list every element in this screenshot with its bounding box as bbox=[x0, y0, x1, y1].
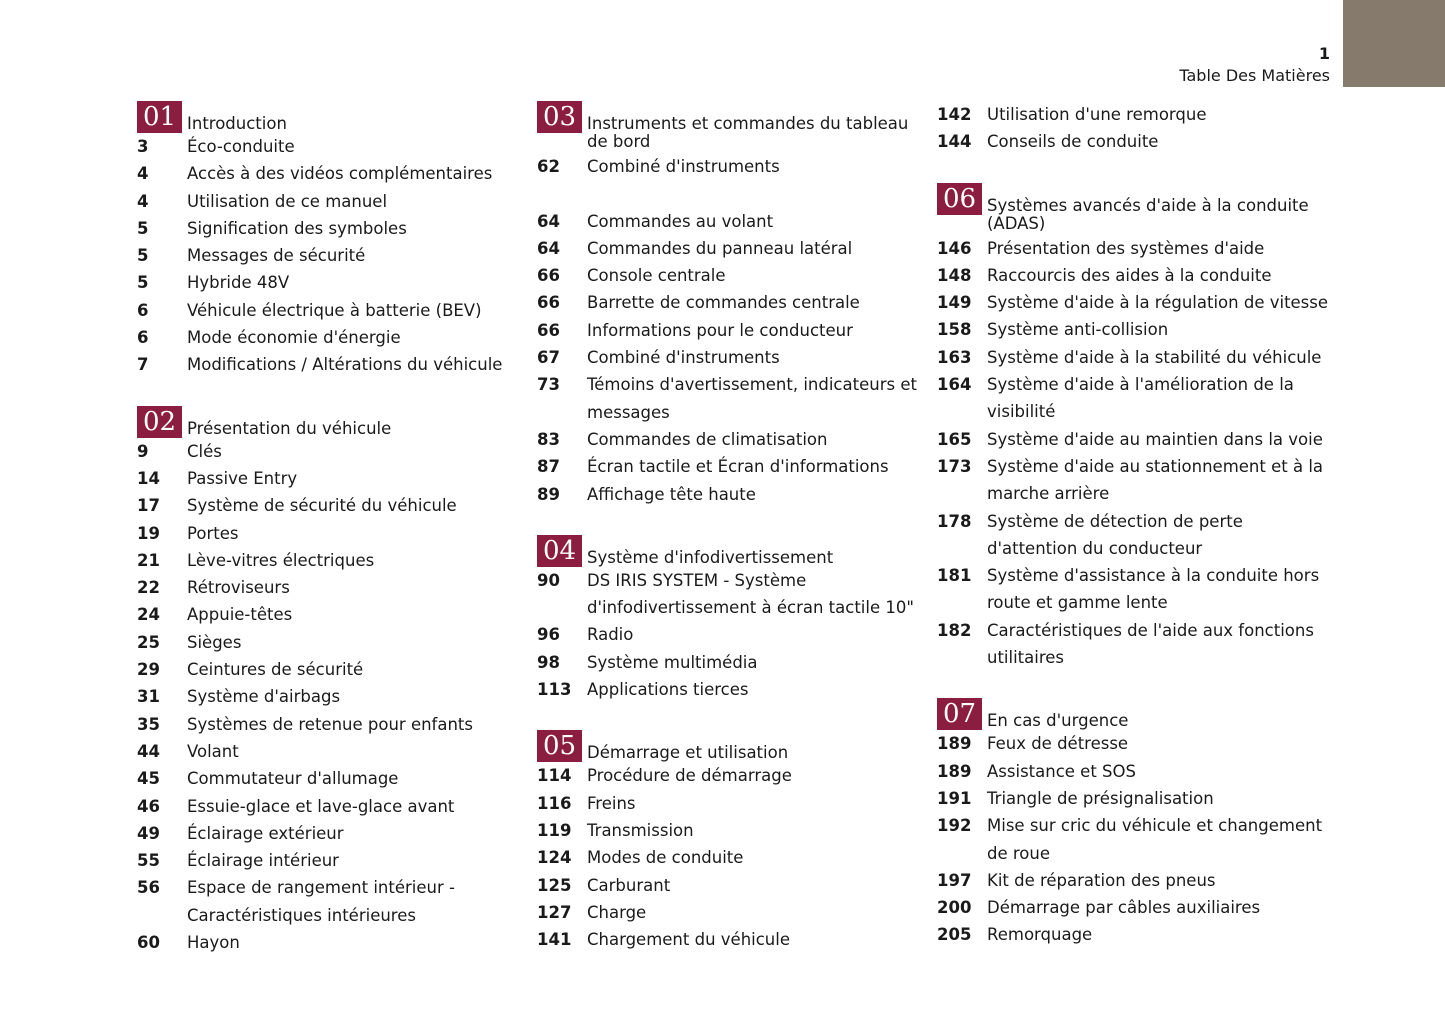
toc-page-number: 17 bbox=[137, 496, 160, 516]
toc-entry-label: Signification des symboles bbox=[187, 218, 407, 238]
toc-entry-label: Système anti-collision bbox=[987, 320, 1169, 340]
toc-entry[interactable] bbox=[937, 262, 1337, 289]
toc-page-number: 60 bbox=[137, 933, 160, 953]
toc-column-1 bbox=[137, 101, 527, 983]
toc-page-number: 31 bbox=[137, 687, 160, 707]
toc-page-number: 197 bbox=[937, 870, 972, 890]
toc-page-number: 62 bbox=[537, 157, 560, 176]
toc-entry-label: Freins bbox=[587, 793, 636, 813]
toc-entry-label: Procédure de démarrage bbox=[587, 766, 792, 786]
section-number-badge: 07 bbox=[937, 698, 982, 730]
toc-entry[interactable] bbox=[137, 629, 527, 656]
toc-entry[interactable] bbox=[937, 128, 1337, 155]
toc-entry-label: Espace de rangement intérieur - Caractéristiques intérieures bbox=[187, 878, 455, 925]
toc-entry[interactable] bbox=[937, 785, 1337, 812]
toc-entry[interactable] bbox=[137, 215, 527, 242]
toc-page-number: 114 bbox=[537, 766, 572, 786]
toc-entry-label: Radio bbox=[587, 625, 634, 645]
toc-page-number: 22 bbox=[137, 578, 160, 598]
toc-entry[interactable] bbox=[937, 101, 1337, 128]
toc-entry[interactable] bbox=[937, 758, 1337, 785]
toc-entry[interactable] bbox=[537, 872, 932, 899]
toc-section-01 bbox=[137, 101, 527, 379]
toc-page-number: 21 bbox=[137, 550, 160, 570]
toc-entry[interactable] bbox=[537, 621, 932, 648]
toc-entry[interactable] bbox=[937, 894, 1337, 921]
toc-page-number: 14 bbox=[137, 468, 160, 488]
toc-entry-label: Ceintures de sécurité bbox=[187, 660, 364, 680]
toc-entry-label: Systèmes de retenue pour enfants bbox=[187, 714, 474, 734]
toc-page-number: 45 bbox=[137, 769, 160, 789]
toc-entry[interactable] bbox=[137, 874, 527, 929]
toc-page-number: 29 bbox=[137, 660, 160, 680]
toc-entry-label: Commandes de climatisation bbox=[587, 429, 828, 449]
toc-page-number: 173 bbox=[937, 456, 972, 476]
toc-page-number: 64 bbox=[537, 211, 560, 231]
toc-entry-label: Barrette de commandes centrale bbox=[587, 293, 860, 313]
toc-page-number: 205 bbox=[937, 925, 972, 945]
toc-entry-label: Véhicule électrique à batterie (BEV) bbox=[187, 300, 482, 320]
toc-entry[interactable] bbox=[137, 520, 527, 547]
toc-entry-label: Système d'aide au stationnement et à la marche arrière bbox=[987, 456, 1324, 504]
toc-entry[interactable] bbox=[137, 711, 527, 738]
toc-page-number: 90 bbox=[537, 570, 560, 590]
toc-entry-label: Passive Entry bbox=[187, 468, 298, 488]
toc-entry-label: Système d'aide à la stabilité du véhicule bbox=[987, 347, 1322, 367]
toc-page-number: 144 bbox=[937, 132, 972, 152]
section-title[interactable]: Démarrage et utilisation bbox=[587, 743, 789, 763]
toc-page-number: 125 bbox=[537, 875, 572, 895]
toc-page-number: 178 bbox=[937, 511, 972, 531]
toc-entry[interactable] bbox=[937, 812, 1337, 867]
toc-page-number: 44 bbox=[137, 741, 160, 761]
toc-page-number: 5 bbox=[137, 246, 149, 266]
toc-page-number: 25 bbox=[137, 632, 160, 652]
toc-entry[interactable] bbox=[537, 926, 932, 953]
toc-page-number: 24 bbox=[137, 605, 160, 625]
toc-entry[interactable] bbox=[937, 344, 1337, 371]
toc-entry[interactable] bbox=[537, 317, 932, 344]
toc-entry[interactable] bbox=[537, 762, 932, 789]
toc-entry-label: Système d'assistance à la conduite hors route et gamme lente bbox=[987, 566, 1320, 613]
toc-entry-label: Rétroviseurs bbox=[187, 578, 290, 598]
toc-entry[interactable] bbox=[137, 492, 527, 519]
toc-entry[interactable] bbox=[537, 371, 932, 426]
toc-entry-label: Système multimédia bbox=[587, 652, 758, 672]
toc-entry[interactable] bbox=[137, 351, 527, 378]
toc-entry-label: Raccourcis des aides à la conduite bbox=[987, 265, 1272, 285]
toc-entry[interactable] bbox=[537, 649, 932, 676]
toc-entry-label: Système d'airbags bbox=[187, 687, 341, 707]
toc-entry[interactable] bbox=[137, 242, 527, 269]
toc-page-number: 182 bbox=[937, 620, 972, 640]
toc-entry-label: Assistance et SOS bbox=[987, 761, 1136, 781]
toc-entry[interactable] bbox=[937, 730, 1337, 757]
toc-page-number: 164 bbox=[937, 375, 972, 395]
toc-entry[interactable] bbox=[137, 765, 527, 792]
toc-entry-label: Chargement du véhicule bbox=[587, 930, 791, 950]
toc-page-number: 96 bbox=[537, 625, 560, 645]
toc-entry[interactable] bbox=[137, 820, 527, 847]
toc-page-number: 113 bbox=[537, 680, 572, 700]
toc-entry[interactable] bbox=[537, 676, 932, 703]
toc-section-07 bbox=[937, 698, 1337, 948]
toc-entry[interactable] bbox=[137, 847, 527, 874]
toc-page-number: 189 bbox=[937, 734, 972, 754]
toc-entry-label: Combiné d'instruments bbox=[587, 157, 780, 176]
toc-column-2 bbox=[537, 101, 932, 980]
toc-page-number: 189 bbox=[937, 761, 972, 781]
toc-entry-label: Témoins d'avertissement, indicateurs et messages bbox=[587, 375, 917, 422]
toc-page-number: 119 bbox=[537, 820, 572, 840]
toc-page-number: 192 bbox=[937, 816, 972, 836]
toc-section-continued bbox=[937, 101, 1337, 156]
toc-entry-label: Commandes au volant bbox=[587, 211, 774, 231]
toc-entry-label: Essuie-glace et lave-glace avant bbox=[187, 796, 455, 816]
toc-entry-label: Remorquage bbox=[987, 925, 1093, 945]
toc-entry-label: Éclairage extérieur bbox=[187, 823, 344, 843]
toc-page-number: 55 bbox=[137, 851, 160, 871]
toc-entry-label: Carburant bbox=[587, 875, 671, 895]
toc-section-06 bbox=[937, 183, 1337, 672]
spacer bbox=[537, 180, 932, 207]
toc-entry[interactable] bbox=[937, 508, 1337, 563]
toc-entry-label: Système d'aide au maintien dans la voie bbox=[987, 429, 1323, 449]
section-title[interactable]: En cas d'urgence bbox=[987, 711, 1129, 731]
toc-entry-label: Système d'aide à la régulation de vitesse bbox=[987, 293, 1329, 313]
toc-entry-label: Volant bbox=[187, 741, 239, 761]
toc-page-number: 9 bbox=[137, 441, 149, 461]
toc-page-number: 191 bbox=[937, 788, 972, 808]
toc-entry[interactable] bbox=[137, 188, 527, 215]
toc-page-number: 124 bbox=[537, 848, 572, 868]
toc-entry-label: Kit de réparation des pneus bbox=[987, 870, 1216, 890]
toc-entry-label: Système d'aide à l'amélioration de la visibilité bbox=[987, 375, 1294, 422]
toc-entry[interactable] bbox=[937, 453, 1337, 508]
toc-page-number: 6 bbox=[137, 300, 149, 320]
section-number-badge: 04 bbox=[537, 535, 582, 567]
toc-entry[interactable] bbox=[537, 235, 932, 262]
toc-page-number: 3 bbox=[137, 137, 149, 156]
toc-entry-label: Sièges bbox=[187, 632, 242, 652]
section-title[interactable]: Système d'infodivertissement bbox=[587, 547, 834, 567]
toc-entry-label: Mode économie d'énergie bbox=[187, 328, 401, 348]
toc-page-number: 98 bbox=[537, 652, 560, 672]
toc-entry[interactable] bbox=[537, 899, 932, 926]
section-number-badge: 06 bbox=[937, 183, 982, 215]
toc-entry[interactable] bbox=[137, 574, 527, 601]
toc-entry[interactable] bbox=[137, 738, 527, 765]
toc-entry[interactable] bbox=[137, 269, 527, 296]
toc-entry-label: Commutateur d'allumage bbox=[187, 769, 399, 789]
toc-page-number: 89 bbox=[537, 484, 560, 504]
toc-entry[interactable] bbox=[537, 208, 932, 235]
toc-entry[interactable] bbox=[937, 921, 1337, 948]
toc-page-number: 148 bbox=[937, 265, 972, 285]
toc-page-number: 149 bbox=[937, 293, 972, 313]
toc-page-number: 181 bbox=[937, 566, 972, 586]
toc-entry-label: Écran tactile et Écran d'informations bbox=[587, 457, 889, 477]
toc-page-number: 4 bbox=[137, 164, 149, 184]
toc-page-number: 49 bbox=[137, 823, 160, 843]
toc-page-number: 165 bbox=[937, 429, 972, 449]
toc-entry-label: Combiné d'instruments bbox=[587, 348, 780, 368]
section-title[interactable]: Systèmes avancés d'aide à la conduite (ADAS) bbox=[987, 195, 1309, 233]
toc-entry-label: Modifications / Altérations du véhicule bbox=[187, 355, 503, 375]
toc-entry-label: Messages de sécurité bbox=[187, 246, 366, 266]
page-number: 1 bbox=[1318, 44, 1330, 63]
toc-entry-label: Affichage tête haute bbox=[587, 484, 756, 504]
toc-entry-label: Commandes du panneau latéral bbox=[587, 238, 853, 258]
toc-entry-label: Appuie-têtes bbox=[187, 605, 293, 625]
toc-entry[interactable] bbox=[537, 289, 932, 316]
toc-entry-label: Portes bbox=[187, 523, 239, 543]
toc-entry[interactable] bbox=[137, 133, 527, 160]
toc-page-number: 66 bbox=[537, 320, 560, 340]
toc-entry[interactable] bbox=[137, 601, 527, 628]
toc-entry-label: Clés bbox=[187, 441, 222, 461]
toc-page-number: 35 bbox=[137, 714, 160, 734]
toc-entry[interactable] bbox=[937, 235, 1337, 262]
section-number-badge: 02 bbox=[137, 406, 182, 438]
page-title: Table Des Matières bbox=[1179, 66, 1330, 85]
toc-entry[interactable] bbox=[937, 562, 1337, 617]
toc-entry[interactable] bbox=[937, 371, 1337, 426]
section-title[interactable]: Instruments et commandes du tableau de bord bbox=[587, 114, 909, 151]
toc-entry[interactable] bbox=[937, 289, 1337, 316]
toc-page-number: 46 bbox=[137, 796, 160, 816]
toc-page-number: 5 bbox=[137, 218, 149, 238]
toc-page-number: 66 bbox=[537, 266, 560, 286]
toc-entry-label: Utilisation d'une remorque bbox=[987, 105, 1207, 124]
toc-page-number: 146 bbox=[937, 238, 972, 258]
toc-page-number: 200 bbox=[937, 898, 972, 918]
toc-entry[interactable] bbox=[137, 656, 527, 683]
toc-entry-label: Triangle de présignalisation bbox=[987, 788, 1214, 808]
toc-entry[interactable] bbox=[537, 844, 932, 871]
toc-entry-label: Conseils de conduite bbox=[987, 132, 1159, 152]
toc-entry-label: DS IRIS SYSTEM - Système d'infodivertissement à écran tactile 10" bbox=[587, 570, 914, 618]
toc-entry-label: Éclairage intérieur bbox=[187, 851, 339, 871]
toc-entry[interactable] bbox=[137, 683, 527, 710]
section-title[interactable]: Introduction bbox=[187, 114, 287, 133]
toc-page-number: 19 bbox=[137, 523, 160, 543]
toc-entry[interactable] bbox=[537, 153, 932, 180]
toc-page-number: 4 bbox=[137, 191, 149, 211]
toc-entry[interactable] bbox=[937, 617, 1337, 672]
toc-entry[interactable] bbox=[537, 453, 932, 480]
toc-entry-label: Présentation des systèmes d'aide bbox=[987, 238, 1265, 258]
toc-entry[interactable] bbox=[537, 426, 932, 453]
toc-page-number: 5 bbox=[137, 273, 149, 293]
toc-column-3 bbox=[937, 101, 1337, 976]
toc-page-number: 127 bbox=[537, 902, 572, 922]
toc-entry[interactable] bbox=[137, 793, 527, 820]
toc-entry[interactable] bbox=[137, 438, 527, 465]
toc-page-number: 158 bbox=[937, 320, 972, 340]
toc-section-03 bbox=[537, 101, 932, 508]
toc-entry[interactable] bbox=[537, 817, 932, 844]
toc-section-05 bbox=[537, 730, 932, 953]
toc-entry-label: Démarrage par câbles auxiliaires bbox=[987, 898, 1261, 918]
toc-entry[interactable] bbox=[537, 481, 932, 508]
toc-entry-label: Feux de détresse bbox=[987, 734, 1129, 754]
toc-page-number: 163 bbox=[937, 347, 972, 367]
toc-entry[interactable] bbox=[937, 316, 1337, 343]
toc-entry-label: Éco-conduite bbox=[187, 137, 295, 156]
corner-tab bbox=[1343, 0, 1445, 87]
toc-entry-label: Informations pour le conducteur bbox=[587, 320, 853, 340]
toc-entry-label: Accès à des vidéos complémentaires bbox=[187, 164, 493, 184]
section-number-badge: 01 bbox=[137, 101, 182, 133]
toc-page-number: 66 bbox=[537, 293, 560, 313]
toc-entry-label: Lève-vitres électriques bbox=[187, 550, 375, 570]
toc-section-04 bbox=[537, 535, 932, 703]
toc-page-number: 83 bbox=[537, 429, 560, 449]
toc-entry[interactable] bbox=[137, 160, 527, 187]
toc-entry-label: Caractéristiques de l'aide aux fonctions utilitaires bbox=[987, 620, 1314, 668]
toc-entry-label: Console centrale bbox=[587, 266, 726, 286]
toc-page-number: 87 bbox=[537, 457, 560, 477]
toc-entry[interactable] bbox=[537, 344, 932, 371]
toc-page-number: 7 bbox=[137, 355, 149, 375]
section-number-badge: 03 bbox=[537, 101, 582, 133]
toc-page-number: 73 bbox=[537, 375, 560, 395]
toc-entry-label: Hayon bbox=[187, 933, 240, 953]
toc-entry[interactable] bbox=[137, 929, 527, 956]
toc-entry[interactable] bbox=[537, 567, 932, 622]
toc-page-number: 116 bbox=[537, 793, 572, 813]
toc-entry-label: Hybride 48V bbox=[187, 273, 290, 293]
toc-entry[interactable] bbox=[537, 262, 932, 289]
toc-page-number: 64 bbox=[537, 238, 560, 258]
toc-page-number: 141 bbox=[537, 930, 572, 950]
toc-entry-label: Charge bbox=[587, 902, 647, 922]
toc-entry[interactable] bbox=[137, 547, 527, 574]
toc-entry-label: Système de sécurité du véhicule bbox=[187, 496, 457, 516]
toc-entry[interactable] bbox=[137, 297, 527, 324]
toc-entry-label: Utilisation de ce manuel bbox=[187, 191, 388, 211]
toc-entry[interactable] bbox=[137, 465, 527, 492]
toc-entry-label: Modes de conduite bbox=[587, 848, 744, 868]
toc-page-number: 6 bbox=[137, 328, 149, 348]
toc-entry[interactable] bbox=[137, 324, 527, 351]
toc-entry[interactable] bbox=[937, 867, 1337, 894]
toc-entry[interactable] bbox=[537, 790, 932, 817]
toc-page-number: 56 bbox=[137, 878, 160, 898]
toc-entry-label: Mise sur cric du véhicule et changement de roue bbox=[987, 816, 1323, 863]
toc-entry-label: Applications tierces bbox=[587, 680, 749, 700]
toc-entry-label: Système de détection de perte d'attention du conducteur bbox=[987, 511, 1243, 558]
section-title[interactable]: Présentation du véhicule bbox=[187, 418, 392, 438]
toc-entry[interactable] bbox=[937, 426, 1337, 453]
toc-entry-label: Transmission bbox=[587, 820, 694, 840]
section-number-badge: 05 bbox=[537, 730, 582, 762]
toc-page-number: 142 bbox=[937, 105, 972, 124]
toc-section-02 bbox=[137, 406, 527, 957]
toc-page-number: 67 bbox=[537, 348, 560, 368]
